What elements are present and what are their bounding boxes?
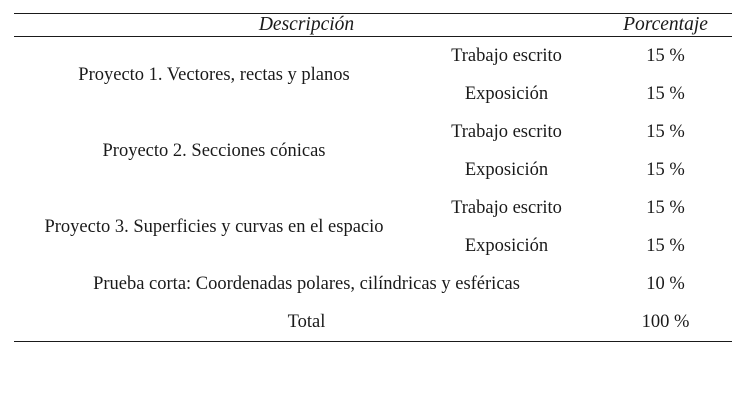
group-3-percentage-1: 15 %	[646, 197, 685, 218]
table-row	[14, 113, 732, 151]
single-row-description-1: Prueba corta: Coordenadas polares, cilíndricas y esféricas	[93, 273, 520, 294]
table-row	[14, 37, 732, 75]
group-description-3: Proyecto 3. Superficies y curvas en el espacio	[44, 216, 384, 237]
group-3-percentage-2: 15 %	[646, 235, 685, 256]
group-3-item-1: Trabajo escrito	[451, 197, 562, 218]
header-percentage: Porcentaje	[623, 14, 708, 35]
group-2-item-2: Exposición	[464, 159, 549, 180]
group-1-percentage-2: 15 %	[646, 83, 685, 104]
group-3-item-2: Exposición	[464, 235, 549, 256]
table-bottom-rule	[14, 342, 732, 343]
group-1-percentage-1: 15 %	[646, 45, 685, 66]
document-page	[0, 13, 746, 415]
group-2-item-1: Trabajo escrito	[451, 121, 562, 142]
total-label: Total	[287, 311, 326, 332]
group-description-1: Proyecto 1. Vectores, rectas y planos	[78, 64, 350, 85]
total-percentage: 100 %	[641, 311, 690, 332]
table-header-row	[14, 14, 732, 37]
table-row	[14, 189, 732, 227]
group-2-percentage-1: 15 %	[646, 121, 685, 142]
group-2-percentage-2: 15 %	[646, 159, 685, 180]
table-row	[14, 303, 732, 342]
group-1-item-2: Exposición	[464, 83, 549, 104]
grade-distribution-table	[14, 13, 732, 342]
table-row	[14, 265, 732, 303]
group-1-item-1: Trabajo escrito	[451, 45, 562, 66]
group-description-2: Proyecto 2. Secciones cónicas	[102, 140, 326, 161]
single-row-percentage-1: 10 %	[646, 273, 685, 294]
header-description: Descripción	[258, 14, 355, 35]
